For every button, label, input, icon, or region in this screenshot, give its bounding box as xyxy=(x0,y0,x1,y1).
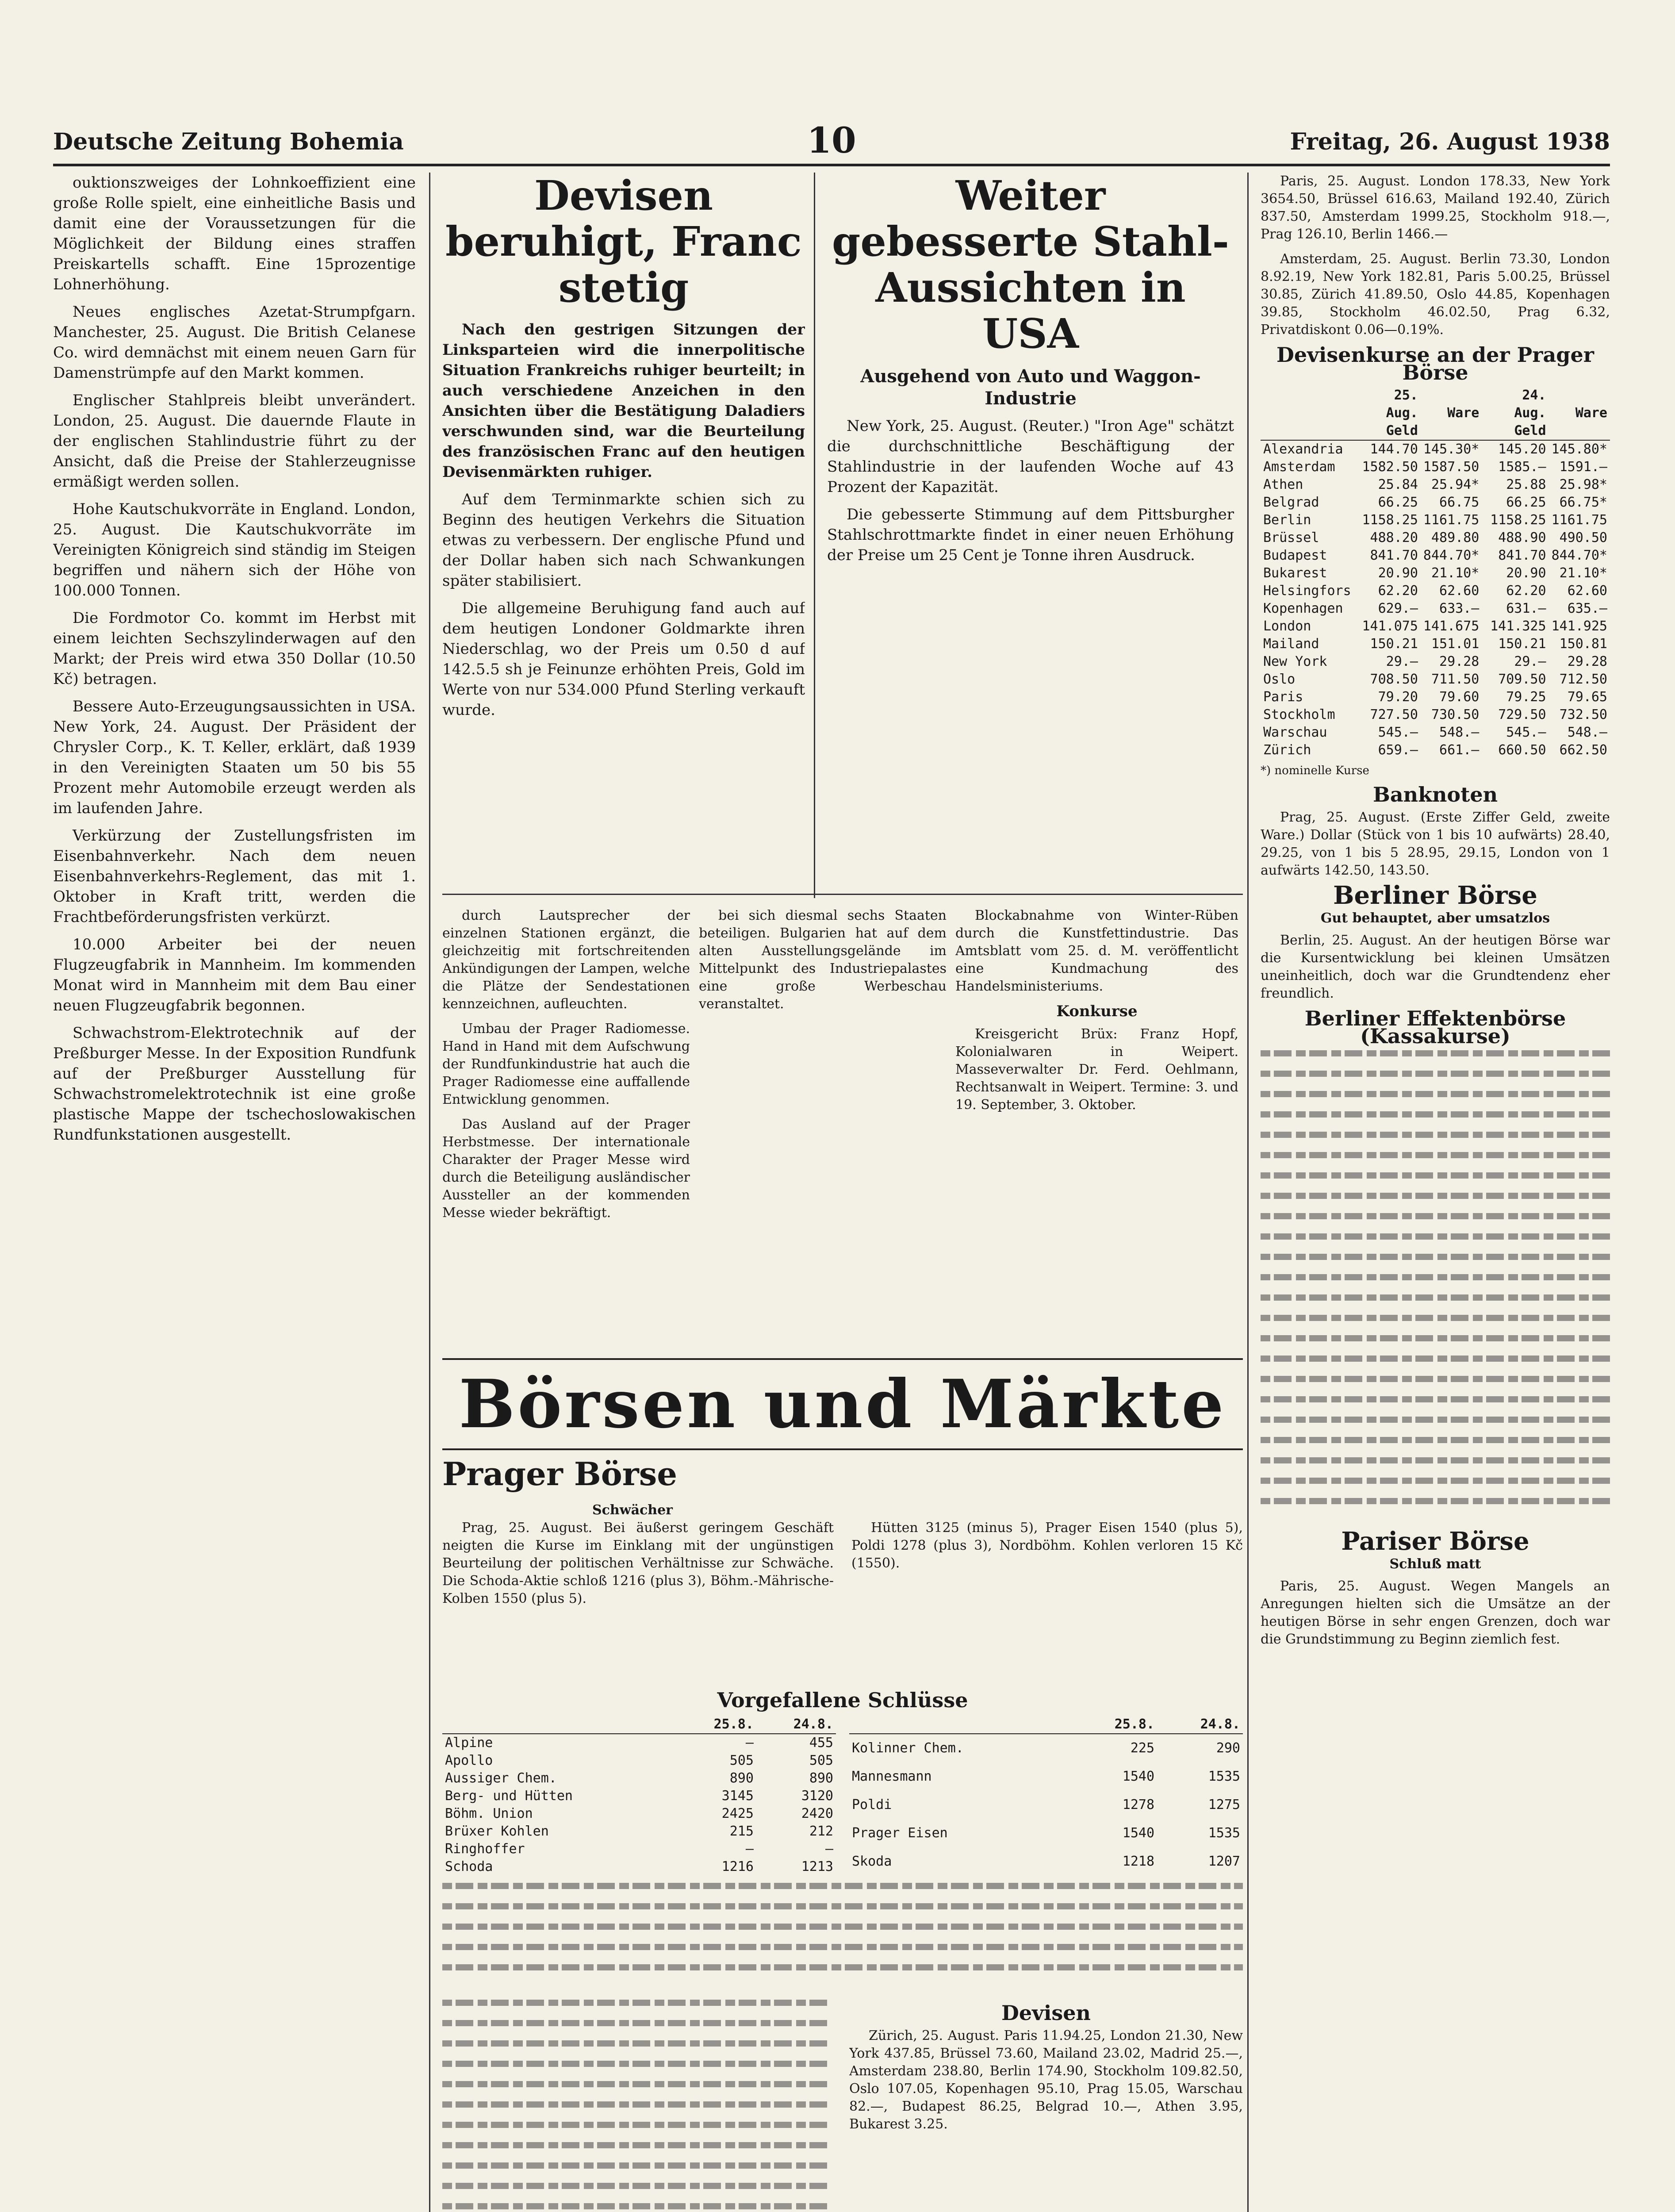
schluesse-row xyxy=(442,1805,836,1823)
row-label: Budapest xyxy=(1263,548,1327,563)
schluesse-table-b xyxy=(849,1716,1243,1876)
article-paragraph: Umbau der Prager Radiomesse. Hand in Hand mit dem Aufschwung der Rundfunkindustrie hat auch die Prager Radiomesse eine auffallende Entwicklung genommen. xyxy=(442,1021,690,1107)
row-value: 25.84 xyxy=(1378,477,1418,492)
row-value: 225 xyxy=(1130,1740,1155,1756)
row-value: 844.70* xyxy=(1551,548,1607,563)
article-paragraph: 10.000 Arbeiter bei der neuen Flugzeugfabrik in Mannheim. Im kommenden Monat wird in Mannheim mit dem Bau einer neuen Flugzeugfabrik begonnen. xyxy=(53,936,416,1014)
row-value: 141.925 xyxy=(1551,618,1607,634)
row-label: Mailand xyxy=(1263,636,1319,652)
row-value: 62.60 xyxy=(1567,583,1607,599)
schluesse-row xyxy=(442,1787,836,1805)
row-label: Böhm. Union xyxy=(445,1806,533,1821)
devisen-section xyxy=(849,2000,1243,2212)
rates-title: Devisenkurse an der Prager Börse xyxy=(1276,343,1594,384)
article-paragraph: Neues englisches Azetat-Strumpfgarn. Manchester, 25. August. Die British Celanese Co. wird demnächst mit einem neuen Garn für Damenstrümpfe auf den Markt kommen. xyxy=(53,303,416,382)
page-header xyxy=(53,111,1610,166)
row-label: Bukarest xyxy=(1263,565,1327,581)
row-value: 150.21 xyxy=(1370,636,1418,652)
row-value: 145.80* xyxy=(1551,442,1607,457)
row-value: 708.50 xyxy=(1370,672,1418,687)
row-value: 144.70 xyxy=(1370,442,1418,457)
row-value: 545.— xyxy=(1378,725,1418,740)
row-value: 1216 xyxy=(721,1859,754,1874)
row-label: Skoda xyxy=(852,1854,892,1870)
schluesse-header xyxy=(442,1716,677,1734)
row-label: Helsingfors xyxy=(1263,583,1351,599)
row-value: — xyxy=(745,1735,754,1751)
row-value: 1218 xyxy=(1122,1854,1155,1870)
schluesse-row xyxy=(442,1858,836,1876)
article-paragraph: Hohe Kautschukvorräte in England. London, 25. August. Die Kautschukvorräte im Vereinigten Königreich sind ständig im Steigen begriffen und nähern sich der Höhe von 100.000 Tonnen. xyxy=(53,500,416,599)
row-value: 25.98* xyxy=(1559,477,1607,492)
article-paragraph: Kreisgericht Brüx: Franz Hopf, Kolonialwaren in Weipert. Masseverwalter Dr. Ferd. Oehlmann, Rechtsanwalt in Weipert. Termine: 3. und 19. September, 3. Oktober. xyxy=(955,1026,1238,1113)
row-label: London xyxy=(1263,618,1311,634)
schluesse-body-b xyxy=(849,1734,1243,1876)
column-3 xyxy=(827,173,1234,880)
row-value: 729.50 xyxy=(1498,707,1546,722)
article-paragraph: Paris, 25. August. London 178.33, New York 3654.50, Brüssel 616.63, Mailand 192.40, Zürich 837.50, Amsterdam 1999.25, Stockholm 918.—, Prag 126.10, Berlin 1466.— xyxy=(1261,173,1610,242)
row-value: 490.50 xyxy=(1559,530,1607,545)
subheadline-stahl: Ausgehend von Auto und Waggon-Industrie xyxy=(860,366,1201,409)
rates-header: Ware xyxy=(1421,387,1482,440)
row-value: 1585.— xyxy=(1498,459,1546,475)
schluesse-body-a xyxy=(442,1734,836,1876)
rates-row xyxy=(1261,653,1610,671)
row-label: Paris xyxy=(1263,689,1303,705)
row-value: 1582.50 xyxy=(1362,459,1418,475)
row-value: — xyxy=(825,1841,833,1857)
article-paragraph: durch Lautsprecher der einzelnen Stationen ergänzt, die gleichzeitig mit fortschreitenden Ankündigungen der Lampen, welche die Plätze der Sendestationen kennzeichnen, aufleuchten. xyxy=(442,908,690,1012)
article-paragraph: New York, 25. August. (Reuter.) "Iron Age" schätzt die durchschnittliche Beschäftigung der Stahlindustrie in der laufenden Woche auf 43 Prozent der Kapazität. xyxy=(827,417,1234,496)
row-value: 727.50 xyxy=(1370,707,1418,722)
berlin-subtitle: Gut behauptet, aber umsatzlos xyxy=(1320,910,1550,926)
konkurse-title: Konkurse xyxy=(1056,1002,1138,1020)
rates-row xyxy=(1261,600,1610,618)
row-value: 1275 xyxy=(1208,1797,1240,1813)
row-value: 29.— xyxy=(1386,654,1418,669)
exchange-rates-table xyxy=(1261,387,1610,759)
row-label: Poldi xyxy=(852,1797,892,1813)
row-value: 29.28 xyxy=(1439,654,1480,669)
row-value: 1158.25 xyxy=(1362,512,1418,528)
article-paragraph: Berlin, 25. August. An der heutigen Börse war die Kursentwicklung bei kleinen Umsätzen uneinheitlich, doch war die Grundtendenz eher freundlich. xyxy=(1261,933,1610,1001)
row-value: 25.94* xyxy=(1431,477,1480,492)
row-value: 3145 xyxy=(721,1788,754,1804)
schluesse-row xyxy=(849,1734,1243,1763)
article-paragraph: bei sich diesmal sechs Staaten beteiligen. Bulgarien hat auf dem alten Ausstellungsgelände im Mittelpunkt des Industriepalastes eine große Werbeschau veranstaltet. xyxy=(699,908,947,1012)
column-rule xyxy=(1247,173,1249,2212)
row-value: 730.50 xyxy=(1431,707,1480,722)
row-value: 79.60 xyxy=(1439,689,1480,705)
schluesse-header xyxy=(849,1716,1071,1734)
row-value: 25.88 xyxy=(1506,477,1546,492)
row-label: Kopenhagen xyxy=(1263,601,1343,616)
row-value: 505 xyxy=(729,1753,754,1768)
prague-text-row xyxy=(442,1519,1243,1615)
schluesse-row xyxy=(442,1752,836,1770)
section-divider xyxy=(442,894,1243,895)
row-label: Prager Eisen xyxy=(852,1825,948,1841)
row-value: 141.075 xyxy=(1362,618,1418,634)
paper-name: Deutsche Zeitung Bohemia xyxy=(53,128,404,155)
row-value: 1587.50 xyxy=(1423,459,1480,475)
markets-banner xyxy=(442,1358,1243,1450)
row-label: Oslo xyxy=(1263,672,1296,687)
row-value: 709.50 xyxy=(1498,672,1546,687)
rates-row xyxy=(1261,635,1610,653)
rates-row xyxy=(1261,618,1610,635)
row-value: 141.675 xyxy=(1423,618,1480,634)
schluesse-row xyxy=(849,1819,1243,1847)
article-paragraph: Blockabnahme von Winter-Rüben durch die Kunstfettindustrie. Das Amtsblatt vom 25. d. M. veröffentlicht eine Kundmachung des Handelsministeriums. xyxy=(955,908,1238,994)
row-value: 150.81 xyxy=(1559,636,1607,652)
row-value: 145.30* xyxy=(1423,442,1480,457)
row-value: 79.25 xyxy=(1506,689,1546,705)
row-value: 890 xyxy=(809,1770,833,1786)
row-label: Ringhoffer xyxy=(445,1841,525,1857)
row-value: 212 xyxy=(809,1824,833,1839)
row-value: 290 xyxy=(1216,1740,1240,1756)
article-paragraph: Bessere Auto-Erzeugungsaussichten in USA. New York, 24. August. Der Präsident der Chrysler Corp., K. T. Keller, erklärt, daß 1939 in den Vereinigten Staaten um 50 bis 55 Prozent mehr Automobile erzeugt werden als im laufenden Jahre. xyxy=(53,698,416,817)
article-paragraph: Die allgemeine Beruhigung fand auch auf dem heutigen Londoner Goldmarkte ihren Niederschlag, wo der Preis um 0.50 d auf 142.5.5 sh je Feinunze erhöhten Preis, Gold im Werte von nur 534.000 Pfund Sterling verkauft wurde. xyxy=(442,599,805,719)
row-label: Schoda xyxy=(445,1859,493,1874)
article-paragraph: Verkürzung der Zustellungsfristen im Eisenbahnverkehr. Nach dem neuen Eisenbahnverkehrs-Reglement, das mit 1. Oktober in Kraft tritt, werden die Frachtbeförderungsfristen verkürzt. xyxy=(53,827,416,926)
row-value: 3120 xyxy=(801,1788,833,1804)
column-rule xyxy=(814,173,815,898)
kassa-table xyxy=(1261,1050,1610,1528)
row-value: 489.80 xyxy=(1431,530,1480,545)
row-value: 66.25 xyxy=(1378,495,1418,510)
column-rule xyxy=(429,173,430,2212)
newspaper-page xyxy=(53,111,1610,2212)
rates-body xyxy=(1261,440,1610,759)
banknoten-title: Banknoten xyxy=(1372,783,1498,806)
rates-row xyxy=(1261,741,1610,759)
article-paragraph: Hütten 3125 (minus 5), Prager Eisen 1540 (plus 5), Poldi 1278 (plus 3), Nordböhm. Kohlen verloren 15 Kč (1550). xyxy=(851,1520,1243,1571)
row-value: 635.— xyxy=(1567,601,1607,616)
row-label: Berg- und Hütten xyxy=(445,1788,573,1804)
article-paragraph: Prag, 25. August. (Erste Ziffer Geld, zweite Ware.) Dollar (Stück von 1 bis 10 aufwärts) 28.40, 29.25, von 1 bis 5 28.95, 29.15, London von 1 aufwärts 142.50, 143.50. xyxy=(1261,810,1610,878)
article-paragraph: ouktionszweiges der Lohnkoeffizient eine große Rolle spielt, eine einheitliche Basis und damit eine der Voraussetzungen für die Möglichkeit der Bildung eines straffen Preiskartells schafft. Eine 15prozentige Lohnerhöhung. xyxy=(53,174,416,293)
row-value: 141.325 xyxy=(1490,618,1546,634)
article-paragraph: Amsterdam, 25. August. Berlin 73.30, London 8.92.19, New York 182.81, Paris 5.00.25, Brüssel 30.85, Zürich 41.89.50, Oslo 44.85, Kopenhagen 39.85, Stockholm 46.02.50, Prag 6.32, Privatdiskont 0.06—0.19%. xyxy=(1261,251,1610,338)
row-value: 1591.— xyxy=(1559,459,1607,475)
row-value: 841.70 xyxy=(1498,548,1546,563)
schluesse-row xyxy=(849,1763,1243,1791)
rates-row xyxy=(1261,529,1610,547)
row-label: Alexandria xyxy=(1263,442,1343,457)
row-value: 732.50 xyxy=(1559,707,1607,722)
rates-row xyxy=(1261,688,1610,706)
row-label: Brüxer Kohlen xyxy=(445,1824,549,1839)
markets-banner-title: Börsen und Märkte xyxy=(459,1365,1227,1443)
row-value: 1213 xyxy=(801,1859,833,1874)
row-value: 661.— xyxy=(1439,742,1480,758)
rates-header-row xyxy=(1261,387,1610,440)
row-value: 1161.75 xyxy=(1551,512,1607,528)
rates-header: 24. Aug. Geld xyxy=(1482,387,1549,440)
article-paragraph: Die gebesserte Stimmung auf dem Pittsburgher Stahlschrottmarkte findet in einer neuen Erhöhung der Preise um 25 Cent je Tonne ihren Ausdruck. xyxy=(827,506,1234,564)
row-label: Mannesmann xyxy=(852,1769,932,1785)
row-value: 548.— xyxy=(1567,725,1607,740)
schluesse-header: 24.8. xyxy=(756,1716,836,1734)
schluesse-header-row xyxy=(849,1716,1243,1734)
schluesse-header-row xyxy=(442,1716,836,1734)
row-value: 633.— xyxy=(1439,601,1480,616)
prague-market xyxy=(442,1455,1243,1677)
schluesse-section xyxy=(442,1686,1243,1986)
row-value: 29.28 xyxy=(1567,654,1607,669)
row-value: 455 xyxy=(809,1735,833,1751)
schluesse-row xyxy=(442,1734,836,1752)
rates-row xyxy=(1261,671,1610,688)
rates-row xyxy=(1261,724,1610,741)
schluesse-tables xyxy=(442,1716,1243,1876)
row-value: 151.01 xyxy=(1431,636,1480,652)
rates-header: 25. Aug. Geld xyxy=(1354,387,1421,440)
middle-news-left xyxy=(442,907,690,1349)
row-value: 488.20 xyxy=(1370,530,1418,545)
row-label: Berlin xyxy=(1263,512,1311,528)
row-value: 2420 xyxy=(801,1806,833,1821)
row-label: Amsterdam xyxy=(1263,459,1335,475)
column-4 xyxy=(1261,173,1610,2212)
berlin-title: Berliner Börse xyxy=(1333,881,1537,910)
schluesse-row xyxy=(849,1791,1243,1819)
row-value: 1158.25 xyxy=(1490,512,1546,528)
article-paragraph: Auf dem Terminmarkte schien sich zu Beginn des heutigen Verkehrs die Situation etwas zu verbessern. Der englische Pfund und der Dollar haben sich nach Schwankungen später stabilisiert. xyxy=(442,491,805,590)
row-value: 29.— xyxy=(1514,654,1546,669)
row-label: Athen xyxy=(1263,477,1303,492)
row-value: 660.50 xyxy=(1498,742,1546,758)
row-value: 711.50 xyxy=(1431,672,1480,687)
rates-row xyxy=(1261,494,1610,511)
row-value: 20.90 xyxy=(1506,565,1546,581)
row-value: 215 xyxy=(729,1824,754,1839)
article-paragraph: Zürich, 25. August. Paris 11.94.25, London 21.30, New York 437.85, Brüssel 73.60, Mailand 23.02, Madrid 25.—, Amsterdam 238.80, Berlin 174.90, Stockholm 109.82.50, Oslo 107.05, Kopenhagen 95.10, Prag 15.05, Warschau 82.—, Budapest 86.25, Belgrad 10.—, Athen 3.95, Bukarest 3.25. xyxy=(849,2028,1243,2132)
row-label: Warschau xyxy=(1263,725,1327,740)
rates-header: Ware xyxy=(1549,387,1610,440)
row-value: 2425 xyxy=(721,1806,754,1821)
rates-row xyxy=(1261,511,1610,529)
row-value: 20.90 xyxy=(1378,565,1418,581)
rates-row xyxy=(1261,706,1610,724)
article-paragraph: Die Fordmotor Co. kommt im Herbst mit einem leichten Sechszylinderwagen auf den Markt; der Preis wird etwa 350 Dollar (10.50 Kč) betragen. xyxy=(53,609,416,688)
column-1 xyxy=(53,173,416,2212)
row-value: 150.21 xyxy=(1498,636,1546,652)
article-paragraph: Englischer Stahlpreis bleibt unverändert. London, 25. August. Die dauernde Flaute in der englischen Stahlindustrie führt zu der Ansicht, daß die Preise der Stahlerzeugnisse ermäßigt werden sollen. xyxy=(53,392,416,491)
prague-investment-text xyxy=(442,2000,832,2212)
row-value: 62.60 xyxy=(1439,583,1480,599)
rates-row xyxy=(1261,458,1610,476)
row-value: 1540 xyxy=(1122,1769,1155,1785)
prague-subtitle: Schwächer xyxy=(592,1502,673,1518)
row-value: 66.75* xyxy=(1559,495,1607,510)
row-value: 79.20 xyxy=(1378,689,1418,705)
row-value: 659.— xyxy=(1378,742,1418,758)
row-value: 79.65 xyxy=(1567,689,1607,705)
rates-header xyxy=(1261,387,1354,440)
row-label: Zürich xyxy=(1263,742,1311,758)
row-value: 21.10* xyxy=(1431,565,1480,581)
rates-row xyxy=(1261,582,1610,600)
row-value: 1161.75 xyxy=(1423,512,1480,528)
rates-row xyxy=(1261,476,1610,494)
row-value: 62.20 xyxy=(1506,583,1546,599)
devisen-title: Devisen xyxy=(1001,2001,1091,2025)
schluesse-header: 25.8. xyxy=(1071,1716,1157,1734)
middle-news-center xyxy=(699,907,947,1349)
headline-devisen: Devisen beruhigt, Franc stetig xyxy=(445,173,802,311)
middle-news-right xyxy=(955,907,1238,1349)
page-number: 10 xyxy=(807,119,856,161)
row-value: — xyxy=(745,1841,754,1857)
kassa-title: Berliner Effektenbörse (Kassakurse) xyxy=(1304,1006,1566,1048)
schluesse-row xyxy=(442,1770,836,1787)
row-value: 1278 xyxy=(1122,1797,1155,1813)
row-value: 662.50 xyxy=(1559,742,1607,758)
row-value: 545.— xyxy=(1506,725,1546,740)
row-label: New York xyxy=(1263,654,1327,669)
row-label: Belgrad xyxy=(1263,495,1319,510)
schluesse-table-a xyxy=(442,1716,836,1876)
row-value: 505 xyxy=(809,1753,833,1768)
row-value: 890 xyxy=(729,1770,754,1786)
schluesse-title: Vorgefallene Schlüsse xyxy=(717,1688,968,1712)
prague-title: Prager Börse xyxy=(442,1455,678,1493)
row-value: 1207 xyxy=(1208,1854,1240,1870)
schluesse-row xyxy=(442,1823,836,1840)
rates-row xyxy=(1261,440,1610,458)
row-value: 488.90 xyxy=(1498,530,1546,545)
row-value: 548.— xyxy=(1439,725,1480,740)
row-value: 1535 xyxy=(1208,1769,1240,1785)
row-value: 145.20 xyxy=(1498,442,1546,457)
issue-date: Freitag, 26. August 1938 xyxy=(1290,128,1610,155)
row-value: 62.20 xyxy=(1378,583,1418,599)
row-value: 66.75 xyxy=(1439,495,1480,510)
rates-row xyxy=(1261,547,1610,565)
schluesse-header: 24.8. xyxy=(1157,1716,1243,1734)
headline-stahl: Weiter gebesserte Stahl-Aussichten in USA xyxy=(832,173,1229,357)
row-label: Aussiger Chem. xyxy=(445,1770,557,1786)
article-paragraph: Schwachstrom-Elektrotechnik auf der Preßburger Messe. In der Exposition Rundfunk auf der Preßburger Ausstellung für Schwachstromelektrotechnik ist eine große plastische Mappe der tschechoslowakischen Rundfunkstationen ausgestellt. xyxy=(53,1024,416,1144)
article-paragraph: Paris, 25. August. Wegen Mangels an Anregungen hielten sich die Umsätze an der heutigen Börse in sehr engen Grenzen, doch war die Grundstimmung zu Beginn ziemlich fest. xyxy=(1261,1578,1610,1647)
schluesse-continuation xyxy=(442,1883,1243,1986)
schluesse-row xyxy=(442,1840,836,1858)
article-paragraph: Nach den gestrigen Sitzungen der Linksparteien wird die innerpolitische Situation Frankreichs ruhiger beurteilt; in auch verschiedene Anzeichen in den Ansichten über die Bestätigung Daladiers verschwunden sind, war die Beurteilung des französischen Franc auf den heutigen Devisenmärkten ruhiger. xyxy=(442,321,805,481)
row-label: Brüssel xyxy=(1263,530,1319,545)
row-value: 844.70* xyxy=(1423,548,1480,563)
paris-title: Pariser Börse xyxy=(1341,1527,1529,1556)
schluesse-row xyxy=(849,1847,1243,1876)
row-value: 631.— xyxy=(1506,601,1546,616)
row-value: 841.70 xyxy=(1370,548,1418,563)
row-value: 1535 xyxy=(1208,1825,1240,1841)
article-paragraph: Das Ausland auf der Prager Herbstmesse. Der internationale Charakter der Prager Messe wird durch die Beteiligung ausländischer Aussteller an der kommenden Messe wieder bekräftigt. xyxy=(442,1117,690,1221)
row-label: Kolinner Chem. xyxy=(852,1740,964,1756)
row-label: Alpine xyxy=(445,1735,493,1751)
row-value: 629.— xyxy=(1378,601,1418,616)
row-value: 712.50 xyxy=(1559,672,1607,687)
row-value: 66.25 xyxy=(1506,495,1546,510)
column-2 xyxy=(442,173,805,880)
row-value: 1540 xyxy=(1122,1825,1155,1841)
rates-note: *) nominelle Kurse xyxy=(1261,764,1369,777)
row-label: Apollo xyxy=(445,1753,493,1768)
row-value: 21.10* xyxy=(1559,565,1607,581)
schluesse-header: 25.8. xyxy=(677,1716,756,1734)
rates-row xyxy=(1261,565,1610,582)
row-label: Stockholm xyxy=(1263,707,1335,722)
paris-subtitle: Schluß matt xyxy=(1389,1556,1481,1572)
article-paragraph: Prag, 25. August. Bei äußerst geringem Geschäft neigten die Kurse im Einklang mit der ungünstigen Beurteilung der politischen Verhältnisse zur Schwäche. Die Schoda-Aktie schloß 1216 (plus 3), Böhm.-Mährische-Kolben 1550 (plus 5). xyxy=(442,1520,834,1606)
